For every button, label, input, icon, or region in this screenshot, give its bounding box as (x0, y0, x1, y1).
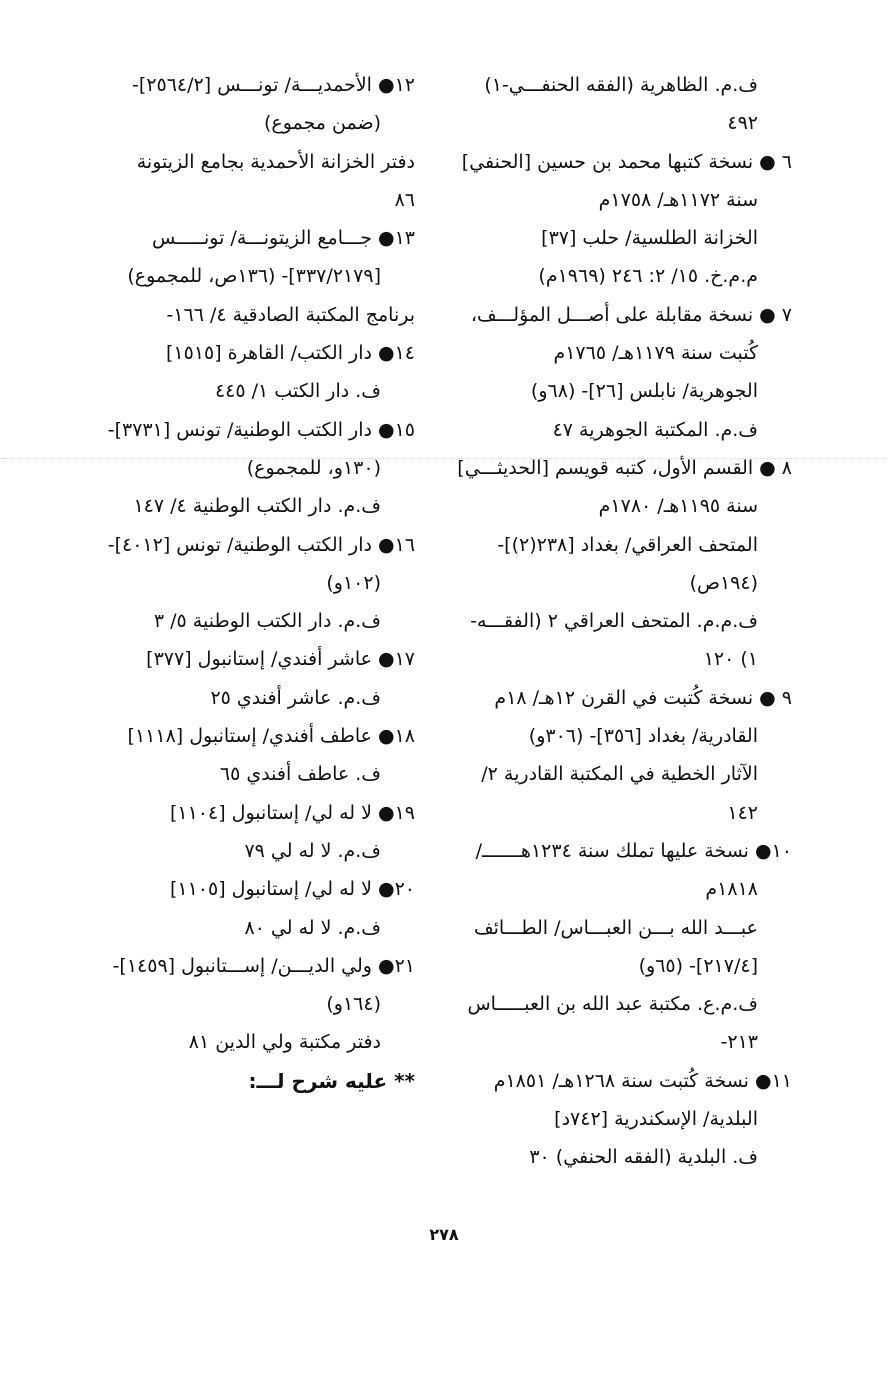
entry-heading: ٢١● ولي الديـــن/ إســـتانبول [١٤٥٩]- (112, 954, 415, 977)
page-number: ٢٧٨ (429, 1225, 459, 1244)
catalog-line: م.م.خ. ١٥/ ٢: ٢٤٦ (١٩٦٩م) (538, 265, 758, 288)
entry-heading: ٨ ● القسم الأول، كتبه قويسم [الحديثـــي] (457, 456, 792, 479)
commentary-heading: ** عليه شرح لـــ: (248, 1068, 415, 1093)
catalog-line: الخزانة الطلسية/ حلب [٣٧] (541, 227, 758, 250)
catalog-line: ف.م. لا له لي ٧٩ (244, 839, 381, 862)
catalog-line: ف. دار الكتب ١/ ٤٤٥ (214, 380, 381, 403)
entry-heading: ٧ ● نسخة مقابلة على أصـــل المؤلـــف، (470, 303, 792, 326)
catalog-line: [٣٣٧/٢١٧٩]- (١٣٦ص، للمجموع) (127, 265, 381, 288)
catalog-line: [٢١٧/٤]- (٦٥و) (638, 954, 758, 977)
catalog-line: الجوهرية/ نابلس [٢٦]- (٦٨و) (530, 380, 758, 403)
catalog-line: ف.م.م. المتحف العراقي ٢ (الفقـــه- (470, 610, 758, 633)
entry-heading: ١٤● دار الكتب/ القاهرة [١٥١٥] (165, 342, 415, 365)
entry-heading: ١٩● لا له لي/ إستانبول [١١٠٤] (169, 801, 415, 824)
catalog-line: ١٨١٨م (705, 878, 758, 901)
catalog-line: دفتر مكتبة ولي الدين ٨١ (188, 1031, 381, 1054)
catalog-line: المتحف العراقي/ بغداد [٢٣٨(٢)]- (497, 533, 758, 556)
catalog-line: ف.م. لا له لي ٨٠ (244, 916, 381, 939)
catalog-line: ٤٩٢ (727, 112, 758, 135)
catalog-line: سنة ١١٩٥هـ/ ١٧٨٠م (598, 495, 758, 518)
catalog-line: ٢١٣- (720, 1031, 758, 1054)
catalog-line: ١٤٢ (727, 801, 758, 824)
catalog-line: (ضمن مجموع) (263, 112, 381, 135)
entry-heading: ٦ ● نسخة كتبها محمد بن حسين [الحنفي] (461, 150, 792, 173)
catalog-line: ف.م. المكتبة الجوهرية ٤٧ (552, 418, 758, 441)
catalog-line: (١٩٤ص) (689, 571, 758, 594)
left-column (70, 66, 415, 1100)
catalog-line: البلدية/ الإسكندرية [٧٤٢د] (554, 1108, 758, 1131)
right-column (452, 66, 792, 1177)
catalog-line: الآثار الخطية في المكتبة القادرية ٢/ (481, 763, 758, 786)
entry-heading: ١٧● عاشر أفندي/ إستانبول [٣٧٧] (146, 648, 415, 671)
entry-heading: ١٨● عاطف أفندي/ إستانبول [١١١٨] (127, 725, 415, 748)
entry-heading: ٢٠● لا له لي/ إستانبول [١١٠٥] (169, 878, 415, 901)
catalog-line: ف.م.ع. مكتبة عبد الله بن العبـــــاس (467, 993, 758, 1016)
catalog-line: ٨٦ (394, 188, 415, 211)
catalog-line: ف.م. عاشر أفندي ٢٥ (210, 686, 381, 709)
entry-heading: ١٢● الأحمديـــة/ تونـــس [٢٥٦٤/٢]- (132, 74, 415, 96)
catalog-line: ف.م. دار الكتب الوطنية ٤/ ١٤٧ (133, 495, 381, 518)
catalog-line: كُتبت سنة ١١٧٩هـ/ ١٧٦٥م (553, 342, 758, 365)
entry-heading: ١٦● دار الكتب الوطنية/ تونس [٤٠١٢]- (107, 533, 415, 556)
catalog-line: ف.م. دار الكتب الوطنية ٥/ ٣ (153, 610, 381, 633)
catalog-line: القادرية/ بغداد [٣٥٦]- (٣٠٦و) (528, 725, 758, 748)
catalog-line: عبـــد الله بـــن العبـــاس/ الطـــائف (473, 916, 758, 939)
catalog-line: ف. البلدية (الفقه الحنفي) ٣٠ (529, 1146, 758, 1169)
entry-heading: ١٥● دار الكتب الوطنية/ تونس [٣٧٣١]- (107, 418, 415, 441)
catalog-line: ١) ١٢٠ (703, 648, 758, 671)
entry-heading: ١٣● جـــامع الزيتونـــة/ تونـــــس (151, 227, 415, 250)
catalog-line: (١٣٠و، للمجموع) (246, 456, 381, 479)
entry-heading: ٩ ● نسخة كُتبت في القرن ١٢هـ/ ١٨م (494, 686, 792, 709)
catalog-line: (١٦٤و) (326, 993, 381, 1016)
catalog-line: ف. عاطف أفندي ٦٥ (219, 763, 381, 786)
catalog-line: (١٠٢و) (326, 571, 381, 594)
catalog-line: برنامج المكتبة الصادقية ٤/ ١٦٦- (166, 303, 415, 326)
entry-heading: ١١● نسخة كُتبت سنة ١٢٦٨هـ/ ١٨٥١م (493, 1069, 792, 1092)
catalog-line: دفتر الخزانة الأحمدية بجامع الزيتونة (136, 150, 415, 173)
entry-heading: ١٠● نسخة عليها تملك سنة ١٢٣٤هـــــــ/ (475, 839, 792, 862)
catalog-line: سنة ١١٧٢هـ/ ١٧٥٨م (598, 188, 758, 211)
catalog-line: ف.م. الظاهرية (الفقه الحنفـــي-١) (484, 74, 758, 96)
